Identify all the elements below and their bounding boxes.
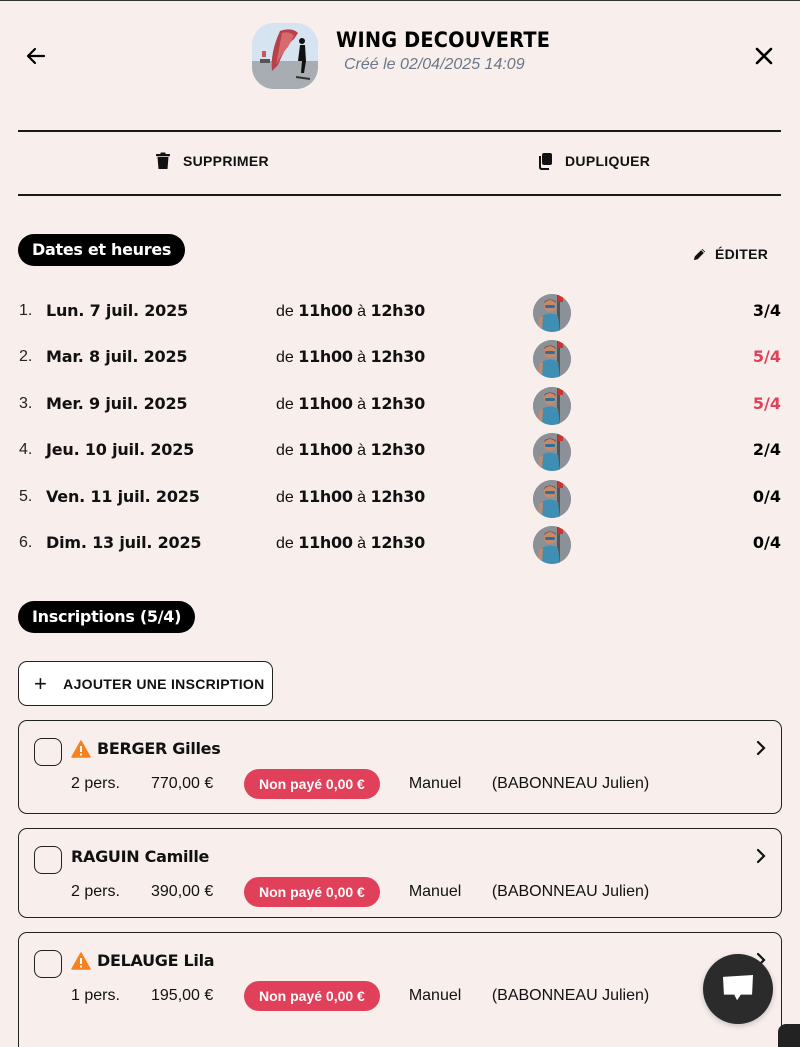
copy-icon (537, 152, 553, 170)
select-checkbox[interactable] (34, 738, 62, 766)
date-row (0, 344, 800, 374)
edit-label: ÉDITER (715, 246, 769, 262)
select-checkbox[interactable] (34, 950, 62, 978)
divider-top (18, 130, 781, 132)
date-index: 1. (19, 302, 33, 319)
wingfoil-photo-icon (252, 23, 318, 89)
date-index: 3. (19, 395, 33, 412)
warning-icon (71, 952, 91, 970)
arrow-left-icon (24, 44, 48, 68)
inscription-card[interactable] (18, 828, 782, 918)
date-row (0, 298, 800, 328)
date-index: 6. (19, 534, 33, 551)
duplicate-label: DUPLIQUER (565, 153, 651, 169)
date-label: Mer. 9 juil. 2025 (46, 394, 188, 413)
instructor-photo-icon (533, 480, 571, 518)
date-label: Ven. 11 juil. 2025 (46, 487, 200, 506)
registration-mode: Manuel (408, 775, 462, 792)
participants-count: 5/4 (752, 394, 781, 413)
back-button[interactable] (24, 44, 48, 68)
participant-name: DELAUGE Lila (97, 951, 215, 970)
duplicate-button[interactable] (537, 152, 650, 170)
registration-mode: Manuel (408, 987, 462, 1004)
persons-count: 1 pers. (71, 987, 120, 1004)
instructor-photo-icon (533, 387, 571, 425)
add-inscription-label: AJOUTER UNE INSCRIPTION (63, 675, 265, 692)
instructor-photo-icon (533, 526, 571, 564)
time-range: de 11h00 à 12h30 (276, 394, 425, 413)
chevron-right-icon[interactable] (755, 739, 767, 757)
date-index: 2. (19, 348, 33, 365)
date-row (0, 530, 800, 560)
time-range: de 11h00 à 12h30 (276, 487, 425, 506)
date-index: 5. (19, 488, 33, 505)
title-block (336, 28, 569, 74)
registered-by: (BABONNEAU Julien) (491, 775, 650, 792)
divider-bottom (18, 194, 781, 196)
participants-count: 3/4 (752, 301, 781, 320)
instructor-avatar[interactable] (533, 526, 571, 564)
inscriptions-section-title: Inscriptions (5/4) (18, 601, 195, 633)
participants-count: 0/4 (752, 487, 781, 506)
instructor-photo-icon (533, 294, 571, 332)
persons-count: 2 pers. (71, 883, 120, 900)
participant-name: RAGUIN Camille (71, 847, 210, 866)
instructor-avatar[interactable] (533, 387, 571, 425)
corner-widget[interactable] (778, 1024, 800, 1047)
chevron-right-icon[interactable] (755, 847, 767, 865)
registration-mode: Manuel (408, 883, 462, 900)
participants-count: 0/4 (752, 533, 781, 552)
persons-count: 2 pers. (71, 775, 120, 792)
instructor-photo-icon (533, 433, 571, 471)
edit-dates-button[interactable] (692, 246, 768, 262)
date-label: Dim. 13 juil. 2025 (46, 533, 202, 552)
trash-icon (155, 152, 171, 170)
price: 195,00 € (151, 987, 214, 1004)
payment-status-badge: Non payé 0,00 € (244, 769, 380, 799)
chat-bubble-icon (721, 974, 755, 1004)
add-inscription-button[interactable] (18, 661, 273, 706)
close-button[interactable] (752, 44, 776, 68)
chat-button[interactable] (703, 954, 773, 1024)
pencil-icon (692, 247, 707, 262)
registered-by: (BABONNEAU Julien) (491, 987, 650, 1004)
time-range: de 11h00 à 12h30 (276, 533, 425, 552)
time-range: de 11h00 à 12h30 (276, 347, 425, 366)
created-date: Créé le 02/04/2025 14:09 (344, 56, 525, 73)
instructor-avatar[interactable] (533, 340, 571, 378)
instructor-photo-icon (533, 340, 571, 378)
date-row (0, 437, 800, 467)
select-checkbox[interactable] (34, 846, 62, 874)
plus-icon: + (34, 670, 48, 696)
price: 770,00 € (151, 775, 214, 792)
time-range: de 11h00 à 12h30 (276, 440, 425, 459)
date-label: Jeu. 10 juil. 2025 (46, 440, 195, 459)
instructor-avatar[interactable] (533, 294, 571, 332)
date-row (0, 391, 800, 421)
price: 390,00 € (151, 883, 214, 900)
header (0, 0, 800, 112)
dates-section-title: Dates et heures (18, 234, 185, 266)
date-index: 4. (19, 441, 33, 458)
inscription-card[interactable] (18, 720, 782, 814)
participant-name: BERGER Gilles (97, 739, 221, 758)
activity-thumbnail (252, 23, 318, 89)
warning-icon (71, 740, 91, 758)
date-label: Mar. 8 juil. 2025 (46, 347, 188, 366)
instructor-avatar[interactable] (533, 480, 571, 518)
page-title: WING DECOUVERTE (336, 28, 551, 52)
registered-by: (BABONNEAU Julien) (491, 883, 650, 900)
payment-status-badge: Non payé 0,00 € (244, 981, 380, 1011)
payment-status-badge: Non payé 0,00 € (244, 877, 380, 907)
instructor-avatar[interactable] (533, 433, 571, 471)
participants-count: 2/4 (752, 440, 781, 459)
close-icon (752, 44, 776, 68)
participants-count: 5/4 (752, 347, 781, 366)
time-range: de 11h00 à 12h30 (276, 301, 425, 320)
delete-label: SUPPRIMER (183, 153, 269, 169)
date-row (0, 484, 800, 514)
date-label: Lun. 7 juil. 2025 (46, 301, 188, 320)
inscription-card[interactable] (18, 932, 782, 1047)
delete-button[interactable] (155, 152, 269, 170)
